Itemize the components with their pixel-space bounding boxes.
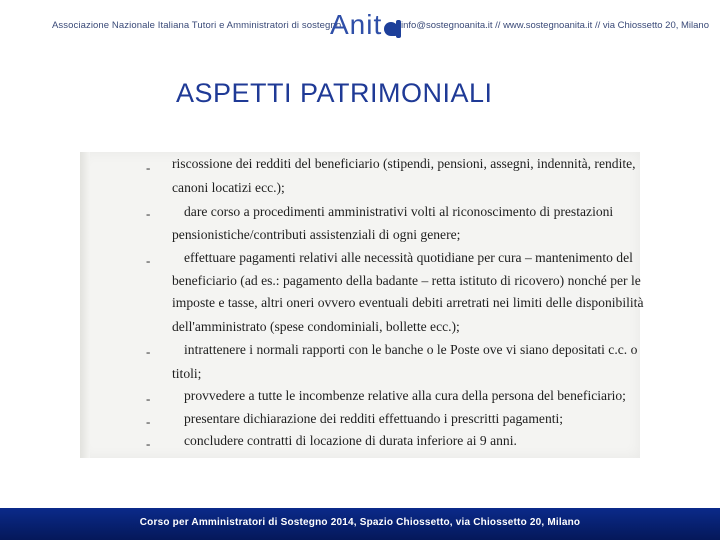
bullet-dash: -	[146, 391, 151, 406]
bullet-dash: -	[146, 414, 151, 429]
document-line: concludere contratti di locazione di durata inferiore ai 9 anni.	[184, 433, 517, 448]
document-line: effettuare pagamenti relativi alle necessità quotidiane per cura – mantenimento del	[184, 250, 633, 265]
bullet-dash: -	[146, 344, 151, 359]
document-line: intrattenere i normali rapporti con le banche o le Poste ove vi siano depositati c.c. o	[184, 342, 638, 357]
logo-a-icon	[384, 22, 398, 36]
scan-left-shadow	[80, 152, 90, 458]
header-bar	[0, 0, 720, 52]
slide-title: ASPETTI PATRIMONIALI	[176, 78, 493, 108]
document-line: riscossione dei redditi del beneficiario (stipendi, pensioni, assegni, indennità, rendite,	[172, 156, 636, 171]
bullet-dash: -	[146, 206, 151, 221]
footer-bar	[0, 508, 720, 540]
footer-text: Corso per Amministratori di Sostegno 2014, Spazio Chiossetto, via Chiossetto 20, Milano	[139, 517, 581, 528]
document-line: presentare dichiarazione dei redditi effettuando i prescritti pagamenti;	[184, 411, 564, 426]
document-line: imposte e tasse, altri oneri ovvero eventuali debiti arretrati nei limiti delle disponibilità	[172, 295, 644, 310]
scanned-document	[80, 152, 644, 458]
document-line: pensionistiche/contributi assistenziali di ogni genere;	[172, 227, 461, 242]
document-line: canoni locatizi ecc.);	[172, 180, 285, 195]
bullet-dash: -	[146, 253, 151, 268]
document-line: dell'amministrato (spese condominiali, bollette ecc.);	[172, 319, 460, 334]
logo-text: Anit	[330, 9, 383, 40]
bullet-dash: -	[146, 160, 151, 175]
document-line: titoli;	[172, 366, 202, 381]
document-line: dare corso a procedimenti amministrativi volti al riconoscimento di prestazioni	[184, 204, 614, 219]
anita-logo	[330, 8, 398, 40]
bullet-dash: -	[146, 436, 151, 451]
document-line: beneficiario (ad es.: pagamento della badante – retta istituto di ricovero) nonché per le	[172, 273, 641, 288]
contact-info: info@sostegnoanita.it // www.sostegnoanita.it // via Chiossetto 20, Milano	[401, 20, 710, 31]
association-name: Associazione Nazionale Italiana Tutori e Amministratori di sostegno	[52, 20, 342, 31]
document-line: provvedere a tutte le incombenze relative alla cura della persona del beneficiario;	[184, 388, 626, 403]
